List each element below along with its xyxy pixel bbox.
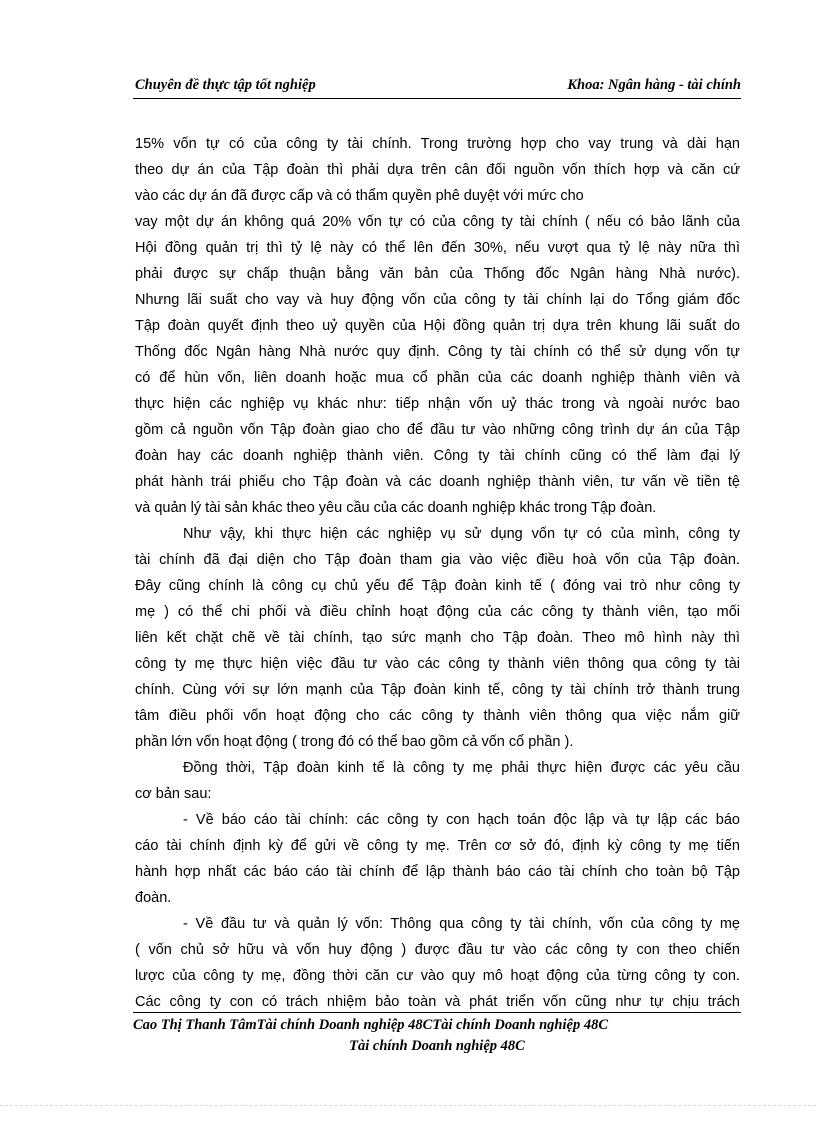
text-line: phải được sự chấp thuận bằng văn bản của Thống đốc Ngân hàng Nhà nước). [135,266,740,282]
text-line: Thống đốc Ngân hàng Nhà nước quy định. Công ty tài chính có thể sử dụng vốn tự [135,344,740,360]
text-line: mẹ ) có thể chi phối và điều chỉnh hoạt động của các công ty thành viên, tạo mối [135,604,740,620]
page-header [133,74,741,99]
text-line: liên kết chặt chẽ về tài chính, tạo sức mạnh cho Tập đoàn. Theo mô hình này thì [135,630,740,646]
header-faculty: Khoa: Ngân hàng - tài chính [567,77,741,93]
text-line: ( vốn chủ sở hữu và vốn huy động ) được đầu tư vào các công ty con theo chiến [135,942,740,958]
text-line: thực hiện các nghiệp vụ khác như: tiếp nhận vốn uỷ thác trong và ngoài nước bao [135,396,740,412]
text-line: tâm điều phối vốn hoạt động cho các công ty thành viên thông qua việc nắm giữ [135,708,740,724]
text-line: phát hành trái phiếu cho Tập đoàn và các doanh nghiệp thành viên, tư vấn về tiền tệ [135,474,740,490]
text-line: Đồng thời, Tập đoàn kinh tế là công ty mẹ phải thực hiện được các yêu cầu [183,760,740,776]
text-line: tài chính đã đại diện cho Tập đoàn tham gia vào việc điều hoà vốn của Tập đoàn. [135,552,740,568]
text-line: và quản lý tài sản khác theo yêu cầu của các doanh nghiệp khác trong Tập đoàn. [135,500,657,516]
text-line: vào các dự án đã được cấp và có thẩm quyền phê duyệt với mức cho [135,188,584,204]
text-line: chính. Cùng với sự lớn mạnh của Tập đoàn kinh tế, công ty tài chính trở thành trung [135,682,740,698]
text-line: Hội đồng quản trị thì tỷ lệ này có thể lên đến 30%, nếu vượt qua tỷ lệ này nữa thì [135,240,740,256]
body-text [135,131,740,1015]
text-line: Đây cũng chính là công cụ chủ yếu để Tập đoàn kinh tế ( đóng vai trò như công ty [135,578,740,594]
text-line: phần lớn vốn hoạt động ( trong đó có thể bao gồm cả vốn cổ phần ). [135,734,574,750]
text-line: vay một dự án không quá 20% vốn tự có của công ty tài chính ( nếu có bảo lãnh của [135,214,740,230]
text-line: Nhưng lãi suất cho vay và huy động vốn của công ty tài chính lại do Tổng giám đốc [135,292,740,308]
text-line: - Về đầu tư và quản lý vốn: Thông qua công ty tài chính, vốn của công ty mẹ [183,916,740,932]
text-line: theo dự án của Tập đoàn thì phải dựa trên cân đối nguồn vốn thích hợp và căn cứ [135,162,740,178]
text-line: gồm cả nguồn vốn Tập đoàn giao cho để đầu tư vào những công trình dự án của Tập [135,422,740,438]
page-footer [133,1012,741,1057]
page-break-divider [0,1105,816,1106]
footer-author-line: Cao Thị Thanh TâmTài chính Doanh nghiệp 48CTài chính Doanh nghiệp 48C [133,1017,608,1033]
text-line: Tập đoàn quyết định theo uỷ quyền của Hội đồng quản trị dựa trên khung lãi suất do [135,318,740,334]
header-thesis-title: Chuyên đề thực tập tốt nghiệp [135,77,316,93]
text-line: hành hợp nhất các báo cáo tài chính để lập thành báo cáo tài chính cho toàn bộ Tập [135,864,740,880]
text-line: Như vậy, khi thực hiện các nghiệp vụ sử dụng vốn tự có của mình, công ty [183,526,740,542]
text-line: 15% vốn tự có của công ty tài chính. Trong trường hợp cho vay trung và dài hạn [135,136,740,152]
text-line: đoàn hay các doanh nghiệp thành viên. Công ty tài chính cũng có thể làm đại lý [135,448,740,464]
text-line: lược của công ty mẹ, đồng thời căn cư vào quy mô hoạt động của từng công ty con. [135,968,740,984]
text-line: công ty mẹ thực hiện việc đầu tư vào các công ty thành viên thông qua công ty tài [135,656,740,672]
text-line: đoàn. [135,890,172,906]
text-line: - Về báo cáo tài chính: các công ty con hạch toán độc lập và tự lập các báo [183,812,740,828]
text-line: cơ bản sau: [135,786,212,802]
text-line: cáo tài chính định kỳ để gửi về công ty mẹ. Trên cơ sở đó, định kỳ công ty mẹ tiến [135,838,740,854]
footer-class-line: Tài chính Doanh nghiệp 48C [349,1038,525,1054]
text-line: Các công ty con có trách nhiệm bảo toàn và phát triển vốn cũng như tự chịu trách [135,994,740,1010]
text-line: có để hùn vốn, liên doanh hoặc mua cổ phần của các doanh nghiệp thành viên và [135,370,740,386]
